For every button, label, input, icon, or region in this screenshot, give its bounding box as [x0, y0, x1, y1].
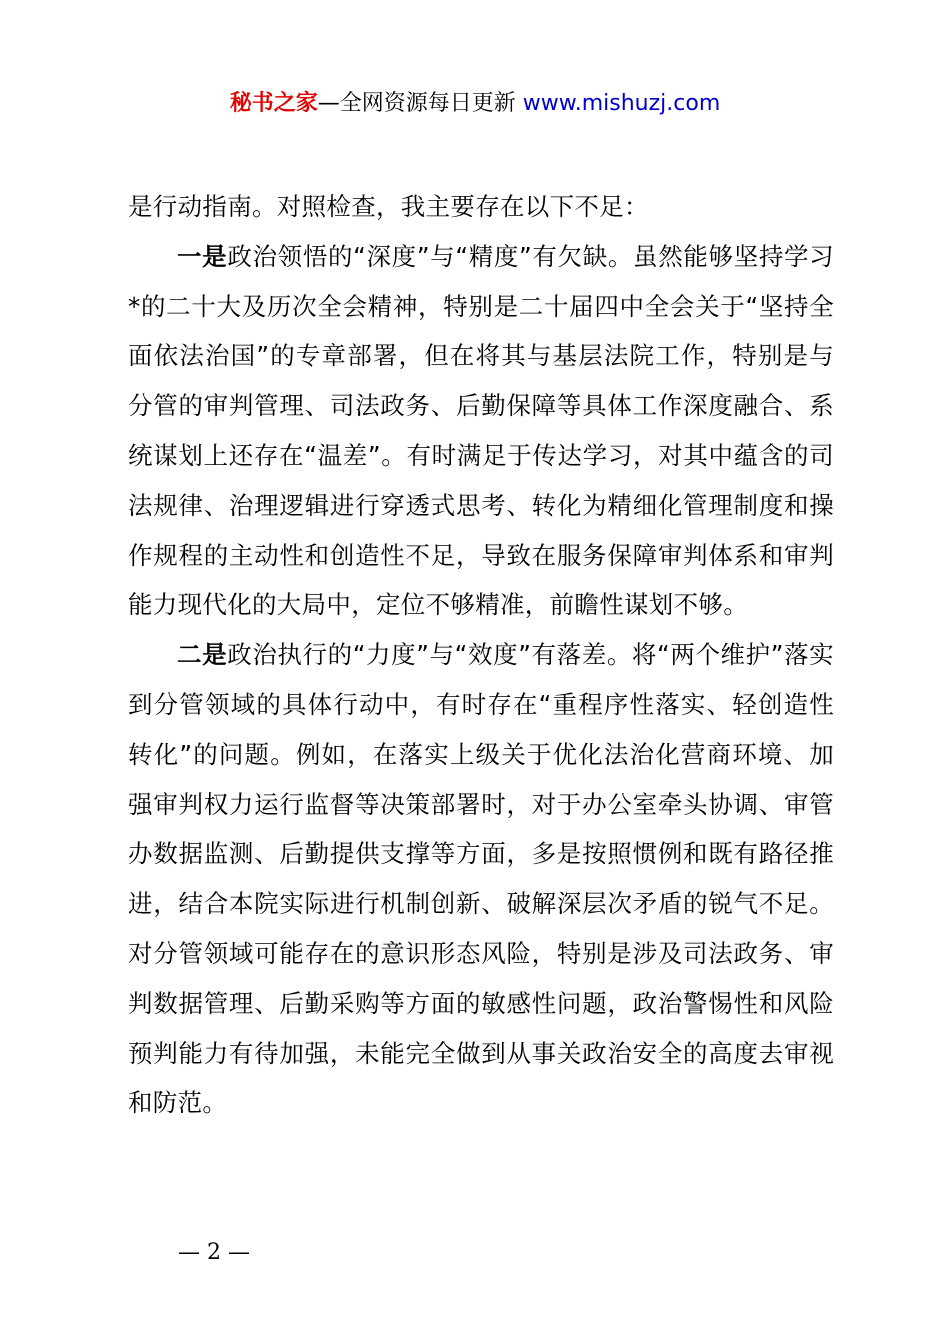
document-body: [128, 182, 834, 1128]
brand-name: 秘书之家: [229, 91, 318, 116]
point-two-text: 政治执行的“力度”与“效度”有落差。将“两个维护”落实到分管领域的具体行动中，有时存在“重程序性落实、轻创造性转化”的问题。例如，在落实上级关于优化法治化营商环境、加强审判权力运行监督等决策部署时，对于办公室牵头协调、审管办数据监测、后勤提供支撑等方面，多是按照惯例和既有路径推进，结合本院实际进行机制创新、破解深层次矛盾的锐气不足。对分管领域可能存在的意识形态风险，特别是涉及司法政务、审判数据管理、后勤采购等方面的敏感性问题，政治警惕性和风险预判能力有待加强，未能完全做到从事关政治安全的高度去审视和防范。: [128, 640, 834, 1118]
site-header: [0, 86, 950, 122]
paragraph-point-one: [128, 232, 834, 630]
point-one-text: 政治领悟的“深度”与“精度”有欠缺。虽然能够坚持学习*的二十大及历次全会精神，特别是二十届四中全会关于“坚持全面依法治国”的专章部署，但在将其与基层法院工作，特别是与分管的审判管理、司法政务、后勤保障等具体工作深度融合、系统谋划上还存在“温差”。有时满足于传达学习，对其中蕴含的司法规律、治理逻辑进行穿透式思考、转化为精细化管理制度和操作规程的主动性和创造性不足，导致在服务保障审判体系和审判能力现代化的大局中，定位不够精准，前瞻性谋划不够。: [128, 241, 834, 620]
header-tagline: —全网资源每日更新: [317, 91, 523, 116]
paragraph-intro: 是行动指南。对照检查，我主要存在以下不足：: [128, 192, 649, 221]
paragraph-point-two: [128, 630, 834, 1128]
point-one-lead: 一是: [177, 241, 228, 271]
site-url[interactable]: www.mishuzj.com: [522, 91, 721, 116]
point-two-lead: 二是: [177, 640, 228, 670]
page-number: — 2 —: [178, 1240, 250, 1265]
